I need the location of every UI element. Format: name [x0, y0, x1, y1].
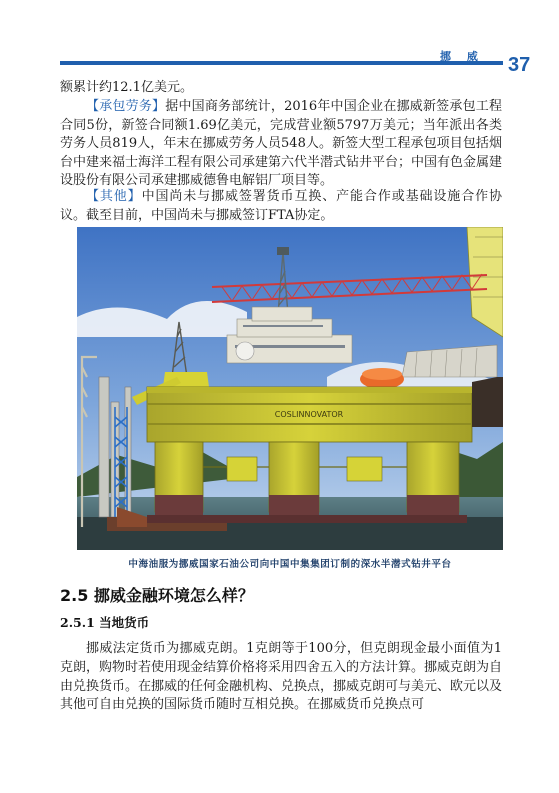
- paragraph-text-other: 中国尚未与挪威签署货币互换、产能合作或基础设施合作协议。截至目前，中国尚未与挪威签订FTA协定。: [60, 189, 502, 223]
- header-rule: [60, 61, 503, 65]
- paragraph-tag-contracting: 【承包劳务】: [86, 99, 166, 114]
- figure-caption: 中海油服为挪威国家石油公司向中国中集集团订制的深水半潜式钻井平台: [128, 559, 452, 570]
- drilling-platform-photo: [77, 227, 503, 550]
- running-header-title: 挪 威: [440, 50, 484, 63]
- paragraph-contracting: [60, 98, 502, 191]
- paragraph-other: [60, 188, 502, 225]
- section-heading: 2.5 挪威金融环境怎么样？: [60, 586, 254, 605]
- subsection-heading: 2.5.1 当地货币: [60, 615, 150, 630]
- paragraph-tag-other: 【其他】: [86, 189, 142, 204]
- page-number: 37: [508, 54, 531, 76]
- paragraph-continued: 额累计约12.1亿美元。: [60, 80, 193, 95]
- paragraph-currency: 挪威法定货币为挪威克朗。1克朗等于100分，但克朗现金最小面值为1克朗，购物时若使用现金结算价格将采用四舍五入的方法计算。挪威克朗为自由兑换货币。在挪威的任何金融机构、兑换点，挪威克朗可与美元、欧元以及其他可自由兑换的国际货币随时互相兑换。在挪威货币兑换点可: [60, 641, 503, 713]
- paragraph-text-contracting: 据中国商务部统计，2016年中国企业在挪威新签承包工程合同5份，新签合同额1.69亿美元，完成营业额5797万美元；当年派出各类劳务人员819人，年末在挪威劳务人员548人。新签大型工程承包项目包括烟台中建来福士海洋工程有限公司承建第六代半潜式钻井平台；中国有色金属建设股份有限公司承建挪威德鲁电解铝厂项目等。: [60, 99, 503, 189]
- platform-hull-label: COSLINNOVATOR: [274, 410, 344, 419]
